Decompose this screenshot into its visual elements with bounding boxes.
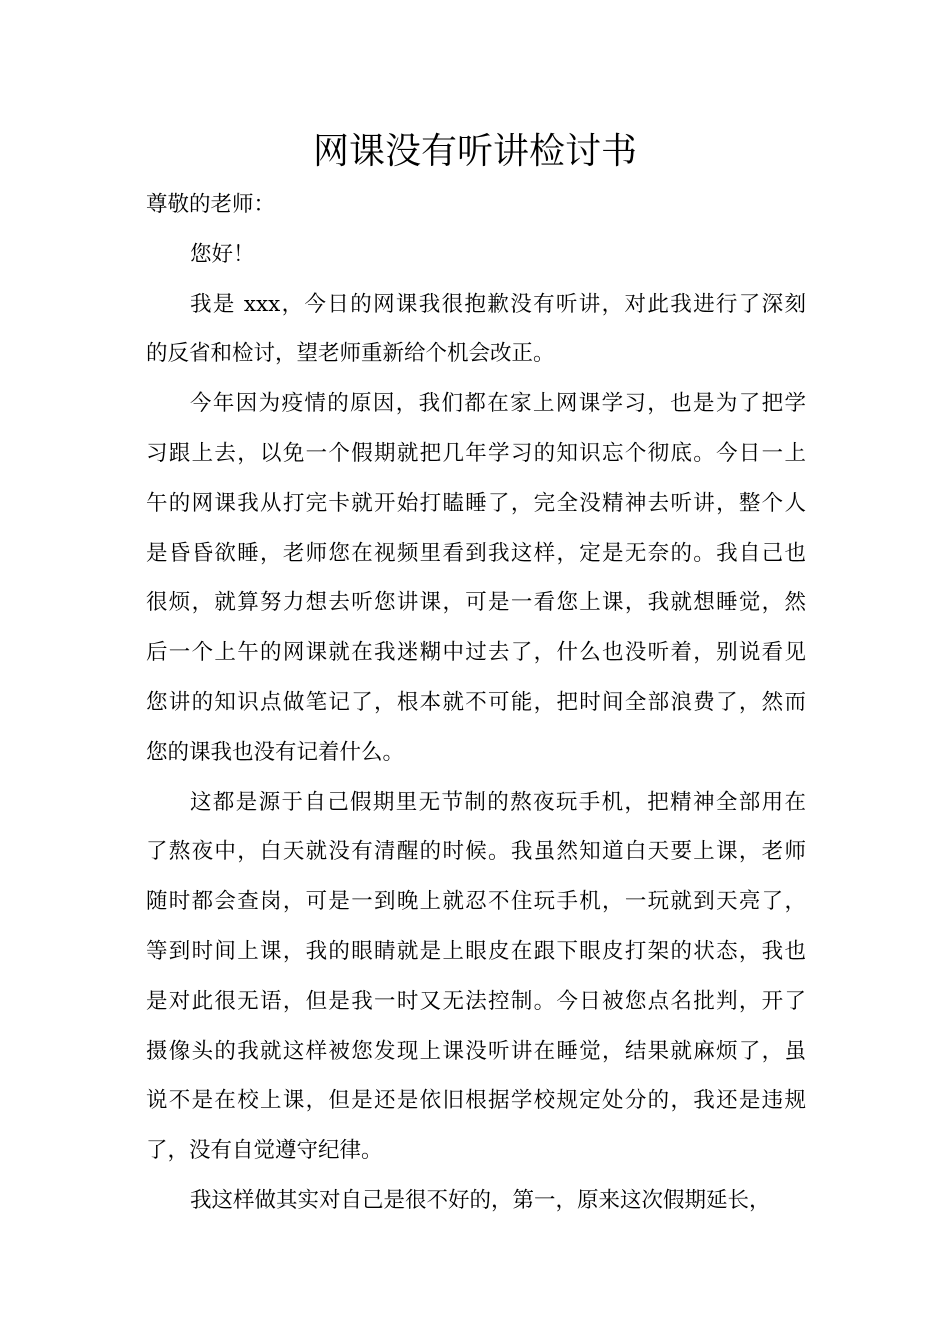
paragraph-3-line-2: 了熬夜中，白天就没有清醒的时候。我虽然知道白天要上课，老师 — [146, 839, 806, 865]
paragraph-2-line-7: 您讲的知识点做笔记了，根本就不可能，把时间全部浪费了，然而 — [146, 689, 806, 715]
paragraph-1-line-2: 的反省和检讨，望老师重新给个机会改正。 — [146, 341, 555, 367]
paragraph-2-line-1: 今年因为疫情的原因，我们都在家上网课学习，也是为了把学 — [190, 391, 806, 417]
salutation: 尊敬的老师： — [146, 192, 276, 217]
greeting: 您好！ — [190, 241, 255, 267]
paragraph-3-line-5: 是对此很无语，但是我一时又无法控制。今日被您点名批判，开了 — [146, 988, 806, 1014]
paragraph-2-line-5: 很烦，就算努力想去听您讲课，可是一看您上课，我就想睡觉，然 — [146, 590, 806, 616]
paragraph-2-line-3: 午的网课我从打完卡就开始打瞌睡了，完全没精神去听讲，整个人 — [146, 490, 806, 516]
paragraph-3-line-3: 随时都会查岗，可是一到晚上就忍不住玩手机，一玩就到天亮了， — [146, 889, 806, 915]
paragraph-4-line-1: 我这样做其实对自己是很不好的，第一，原来这次假期延长， — [190, 1187, 771, 1213]
document-body — [146, 180, 806, 1226]
paragraph-3-line-6: 摄像头的我就这样被您发现上课没听讲在睡觉，结果就麻烦了，虽 — [146, 1038, 806, 1064]
paragraph-2-line-4: 是昏昏欲睡，老师您在视频里看到我这样，定是无奈的。我自己也 — [146, 540, 806, 566]
paragraph-2-line-6: 后一个上午的网课就在我迷糊中过去了，什么也没听着，别说看见 — [146, 640, 806, 666]
paragraph-3-line-4: 等到时间上课，我的眼睛就是上眼皮在跟下眼皮打架的状态，我也 — [146, 938, 806, 964]
paragraph-3-line-8: 了，没有自觉遵守纪律。 — [146, 1138, 383, 1164]
paragraph-3-line-7: 说不是在校上课，但是还是依旧根据学校规定处分的，我还是违规 — [146, 1088, 806, 1114]
paragraph-2-line-2: 习跟上去，以免一个假期就把几年学习的知识忘个彻底。今日一上 — [146, 440, 806, 466]
paragraph-3-line-1: 这都是源于自己假期里无节制的熬夜玩手机，把精神全部用在 — [190, 789, 806, 815]
paragraph-1-line-1: 我是 xxx，今日的网课我很抱歉没有听讲，对此我进行了深刻 — [190, 291, 806, 317]
document-title: 网课没有听讲检讨书 — [312, 131, 637, 172]
paragraph-2-line-8: 您的课我也没有记着什么。 — [146, 739, 405, 765]
